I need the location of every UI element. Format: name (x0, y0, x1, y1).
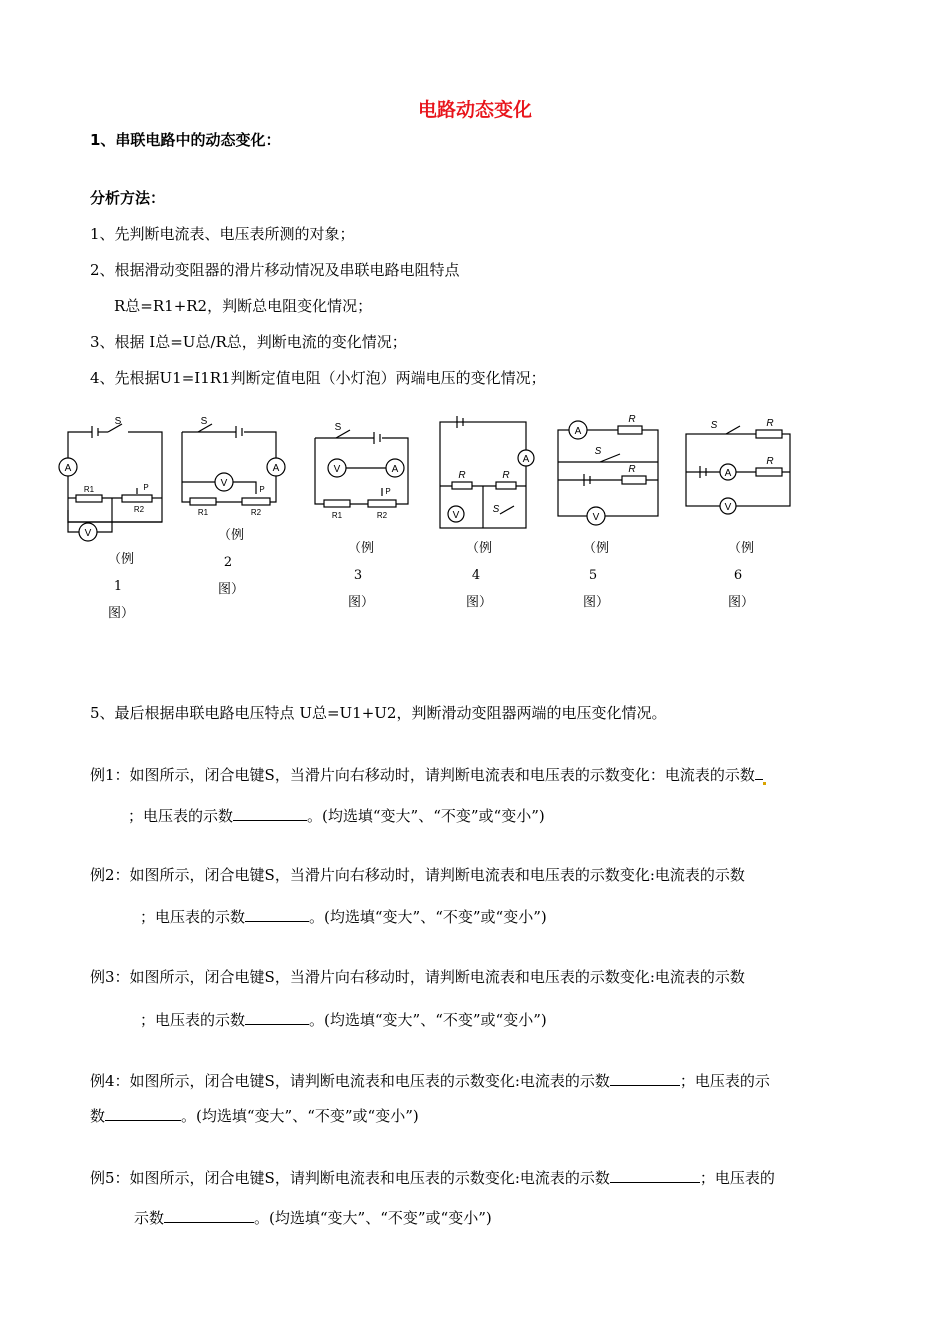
figure-caption-1: （例1图） (108, 552, 135, 621)
fig5-voltmeter-label: V (592, 512, 600, 523)
fig6-r2-label: R (766, 456, 774, 467)
example-2-line-1: 例2：如图所示，闭合电键S，当滑片向右移动时，请判断电流表和电压表的示数变化:电流表的示数 (90, 866, 745, 884)
example-4-hint: 。(均选填“变大”、“不变”或“变小”) (181, 1107, 419, 1125)
fig3-voltmeter-label: V (333, 464, 341, 475)
example-5-question: 例5：如图所示，闭合电键S，请判断电流表和电压表的示数变化:电流表的示数 (90, 1169, 610, 1187)
example-2-hint: 。(均选填“变大”、“不变”或“变小”) (309, 908, 547, 926)
figure-caption-3: （例3图） (348, 541, 375, 610)
fig3-slider-label: P (385, 487, 391, 496)
figure-caption-2: （例2图） (218, 528, 245, 597)
fig3-r1-label: R1 (331, 511, 343, 520)
step-2: 2、根据滑动变阻器的滑片移动情况及串联电路电阻特点 (90, 261, 460, 279)
fig5-r1-label: R (628, 414, 636, 425)
step-5: 5、最后根据串联电路电压特点 U总=U1+U2，判断滑动变阻器两端的电压变化情况。 (90, 704, 667, 722)
example-5-hint: 。(均选填“变大”、“不变”或“变小”) (254, 1209, 492, 1227)
example-3-line-1: 例3：如图所示，闭合电键S，当滑片向右移动时，请判断电流表和电压表的示数变化:电流表的示数 (90, 968, 745, 986)
fig4-switch-label: S (492, 504, 500, 515)
example-5-voltmeter-prompt-cont: 示数 (134, 1209, 165, 1227)
fig5-switch-label: S (594, 446, 602, 457)
example-4-voltmeter-prompt-cont: 数 (90, 1107, 106, 1125)
method-heading: 分析方法： (90, 189, 166, 207)
fig1-r2-label: R2 (133, 505, 145, 514)
example-5-blank-ammeter[interactable] (610, 1166, 700, 1183)
figure-caption-5: （例5图） (583, 541, 610, 610)
figure-caption-6: （例6图） (728, 541, 755, 610)
example-3-voltmeter-prompt: ；电压表的示数 (140, 1011, 246, 1029)
circuit-fig-5 (558, 421, 658, 525)
section-heading: 1、串联电路中的动态变化： (90, 131, 281, 149)
fig5-ammeter-label: A (574, 426, 582, 437)
step-4: 4、先根据U1=I1R1判断定值电阻（小灯泡）两端电压的变化情况； (90, 369, 546, 387)
fig4-r1-label: R (458, 470, 466, 481)
circuit-figures (0, 410, 950, 550)
fig3-switch-label: S (334, 422, 342, 433)
circuit-fig-2 (182, 424, 285, 505)
example-3-hint: 。(均选填“变大”、“不变”或“变小”) (309, 1011, 547, 1029)
example-2-line-2 (140, 905, 547, 927)
example-2-voltmeter-prompt: ；电压表的示数 (140, 908, 246, 926)
fig1-r1-label: R1 (83, 485, 95, 494)
fig6-ammeter-label: A (724, 468, 732, 479)
fig4-ammeter-label: A (522, 454, 530, 465)
example-4-question: 例4：如图所示，闭合电键S，请判断电流表和电压表的示数变化:电流表的示数 (90, 1072, 610, 1090)
fig2-r1-label: R1 (197, 508, 209, 517)
example-5-blank-voltmeter[interactable] (164, 1206, 254, 1223)
circuit-fig-6 (686, 426, 790, 514)
fig6-switch-label: S (710, 420, 718, 431)
fig3-ammeter-label: A (391, 464, 399, 475)
example-5-line-2 (134, 1206, 492, 1228)
fig6-voltmeter-label: V (724, 502, 732, 513)
fig2-slider-label: P (259, 485, 265, 494)
yellow-mark (763, 782, 766, 785)
figure-caption-4: （例4图） (466, 541, 493, 610)
example-5-voltmeter-prompt: ；电压表的 (699, 1169, 775, 1187)
example-4-blank-voltmeter[interactable] (105, 1104, 181, 1121)
example-1-hint: 。(均选填“变大”、“不变”或“变小”) (307, 807, 545, 825)
fig1-slider-label: P (143, 483, 149, 492)
example-4-line-1 (90, 1069, 770, 1091)
page-title: 电路动态变化 (417, 99, 532, 121)
fig6-r1-label: R (766, 418, 774, 429)
example-3-blank-voltmeter[interactable] (245, 1008, 309, 1025)
fig3-r2-label: R2 (376, 511, 388, 520)
example-1-question: 例1：如图所示，闭合电键S，当滑片向右移动时，请判断电流表和电压表的示数变化：电流表的示数 (90, 766, 755, 784)
example-2-blank-voltmeter[interactable] (245, 905, 309, 922)
fig5-r2-label: R (628, 464, 636, 475)
fig4-voltmeter-label: V (452, 510, 460, 521)
example-1-line-2 (128, 804, 545, 826)
example-5-line-1 (90, 1166, 775, 1188)
example-1-voltmeter-prompt: ；电压表的示数 (128, 807, 234, 825)
fig1-voltmeter-label: V (84, 528, 92, 539)
fig2-switch-label: S (200, 416, 208, 427)
step-2-formula: R总=R1+R2，判断总电阻变化情况； (114, 297, 373, 315)
fig4-r2-label: R (502, 470, 510, 481)
step-3: 3、根据 I总=U总/R总，判断电流的变化情况； (90, 333, 407, 351)
fig1-switch-label: S (114, 416, 122, 427)
fig2-ammeter-label: A (272, 463, 280, 474)
example-1-line-1 (90, 763, 766, 785)
fig2-voltmeter-label: V (220, 478, 228, 489)
example-4-blank-ammeter[interactable] (610, 1069, 680, 1086)
example-1-blank-ammeter[interactable] (755, 763, 763, 780)
fig2-r2-label: R2 (250, 508, 262, 517)
example-3-line-2 (140, 1008, 547, 1030)
step-1: 1、先判断电流表、电压表所测的对象； (90, 225, 355, 243)
example-4-line-2 (90, 1104, 419, 1126)
example-4-voltmeter-prompt: ；电压表的示 (679, 1072, 770, 1090)
example-1-blank-voltmeter[interactable] (233, 804, 307, 821)
fig1-ammeter-label: A (64, 463, 72, 474)
